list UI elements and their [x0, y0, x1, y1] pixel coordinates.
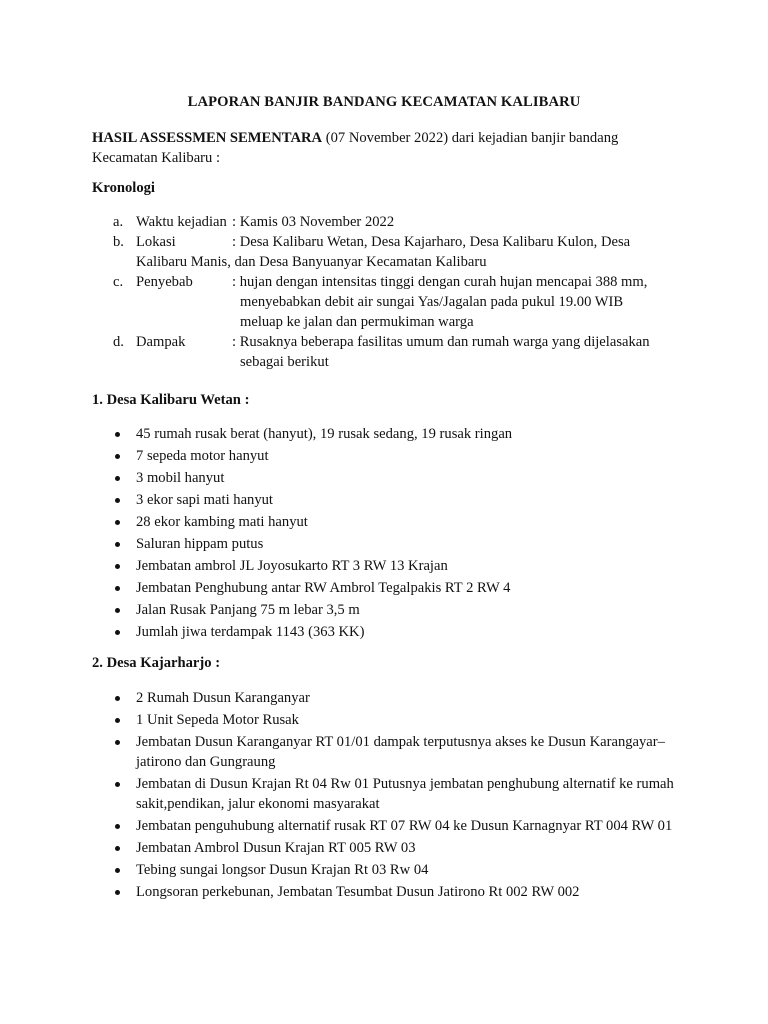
- bullet-icon: [115, 586, 120, 591]
- list-item: 28 ekor kambing mati hanyut: [92, 512, 692, 532]
- list-item: 1 Unit Sepeda Motor Rusak: [92, 710, 692, 730]
- kronologi-letter: b.: [113, 234, 124, 250]
- kronologi-item: [92, 332, 692, 372]
- bullet-icon: [115, 542, 120, 547]
- list-item: Saluran hippam putus: [92, 534, 692, 554]
- kronologi-value: : Rusaknya beberapa fasilitas umum dan rumah warga yang dijelasakan: [232, 334, 650, 350]
- list-item: Jembatan Ambrol Dusun Krajan RT 005 RW 03: [92, 838, 692, 858]
- bullet-icon: [115, 868, 120, 873]
- section1-heading: 1. Desa Kalibaru Wetan :: [92, 392, 250, 408]
- list-item: Jembatan ambrol JL Joyosukarto RT 3 RW 13 Krajan: [92, 556, 692, 576]
- kronologi-label: Dampak: [136, 334, 186, 350]
- list-item: Longsoran perkebunan, Jembatan Tesumbat Dusun Jatirono Rt 002 RW 002: [92, 882, 692, 902]
- kronologi-value-cont: Kalibaru Manis, dan Desa Banyuanyar Kecamatan Kalibaru: [136, 254, 487, 270]
- intro-bold: HASIL ASSESSMEN SEMENTARA: [92, 130, 323, 146]
- list-item: Tebing sungai longsor Dusun Krajan Rt 03 Rw 04: [92, 860, 692, 880]
- kronologi-label: Penyebab: [136, 274, 193, 290]
- intro-rest: (07 November 2022) dari kejadian banjir bandang: [322, 130, 619, 146]
- kronologi-letter: d.: [113, 334, 124, 350]
- kronologi-letter: c.: [113, 274, 124, 290]
- bullet-icon: [115, 718, 120, 723]
- kronologi-value: : Desa Kalibaru Wetan, Desa Kajarharo, Desa Kalibaru Kulon, Desa: [232, 234, 631, 250]
- list-item: 45 rumah rusak berat (hanyut), 19 rusak sedang, 19 rusak ringan: [92, 424, 692, 444]
- kronologi-item: [92, 212, 692, 232]
- bullet-icon: [115, 740, 120, 745]
- kronologi-item: [92, 272, 692, 332]
- section2-list: [92, 688, 692, 904]
- intro-paragraph: [92, 128, 692, 168]
- kronologi-value: : hujan dengan intensitas tinggi dengan curah hujan mencapai 388 mm,: [232, 274, 648, 290]
- section2-heading: 2. Desa Kajarharjo :: [92, 655, 221, 671]
- kronologi-value-cont: menyebabkan debit air sungai Yas/Jagalan pada pukul 19.00 WIB: [240, 294, 624, 310]
- bullet-icon: [115, 564, 120, 569]
- list-item: 7 sepeda motor hanyut: [92, 446, 692, 466]
- kronologi-heading: Kronologi: [92, 180, 155, 196]
- list-item: 3 mobil hanyut: [92, 468, 692, 488]
- kronologi-label: Waktu kejadian: [136, 214, 227, 230]
- kronologi-value: : Kamis 03 November 2022: [232, 214, 395, 230]
- list-item: Jembatan penguhubung alternatif rusak RT 07 RW 04 ke Dusun Karnagnyar RT 004 RW 01: [92, 816, 692, 836]
- bullet-icon: [115, 846, 120, 851]
- list-item: Jumlah jiwa terdampak 1143 (363 KK): [92, 622, 692, 642]
- bullet-icon: [115, 476, 120, 481]
- list-item: Jembatan Penghubung antar RW Ambrol Tegalpakis RT 2 RW 4: [92, 578, 692, 598]
- bullet-icon: [115, 630, 120, 635]
- kronologi-list: [92, 212, 692, 372]
- kronologi-item: [92, 232, 692, 272]
- bullet-icon: [115, 890, 120, 895]
- section1-list: [92, 424, 692, 644]
- kronologi-label: Lokasi: [136, 234, 176, 250]
- kronologi-value-cont: meluap ke jalan dan permukiman warga: [240, 314, 474, 330]
- kronologi-letter: a.: [113, 214, 124, 230]
- intro-line2: Kecamatan Kalibaru :: [92, 150, 221, 166]
- list-item: 2 Rumah Dusun Karanganyar: [92, 688, 692, 708]
- list-item: 3 ekor sapi mati hanyut: [92, 490, 692, 510]
- list-item: Jembatan di Dusun Krajan Rt 04 Rw 01 Putusnya jembatan penghubung alternatif ke rumah sakit,pendikan, jalur ekonomi masyarakat: [92, 774, 692, 814]
- kronologi-value-cont: sebagai berikut: [240, 354, 329, 370]
- bullet-icon: [115, 824, 120, 829]
- bullet-icon: [115, 782, 120, 787]
- bullet-icon: [115, 454, 120, 459]
- bullet-icon: [115, 608, 120, 613]
- bullet-icon: [115, 498, 120, 503]
- bullet-icon: [115, 520, 120, 525]
- bullet-icon: [115, 432, 120, 437]
- list-item: Jembatan Dusun Karanganyar RT 01/01 dampak terputusnya akses ke Dusun Karangayar– jatirono dan Gungraung: [92, 732, 692, 772]
- document-title: LAPORAN BANJIR BANDANG KECAMATAN KALIBARU: [187, 94, 581, 110]
- bullet-icon: [115, 696, 120, 701]
- list-item: Jalan Rusak Panjang 75 m lebar 3,5 m: [92, 600, 692, 620]
